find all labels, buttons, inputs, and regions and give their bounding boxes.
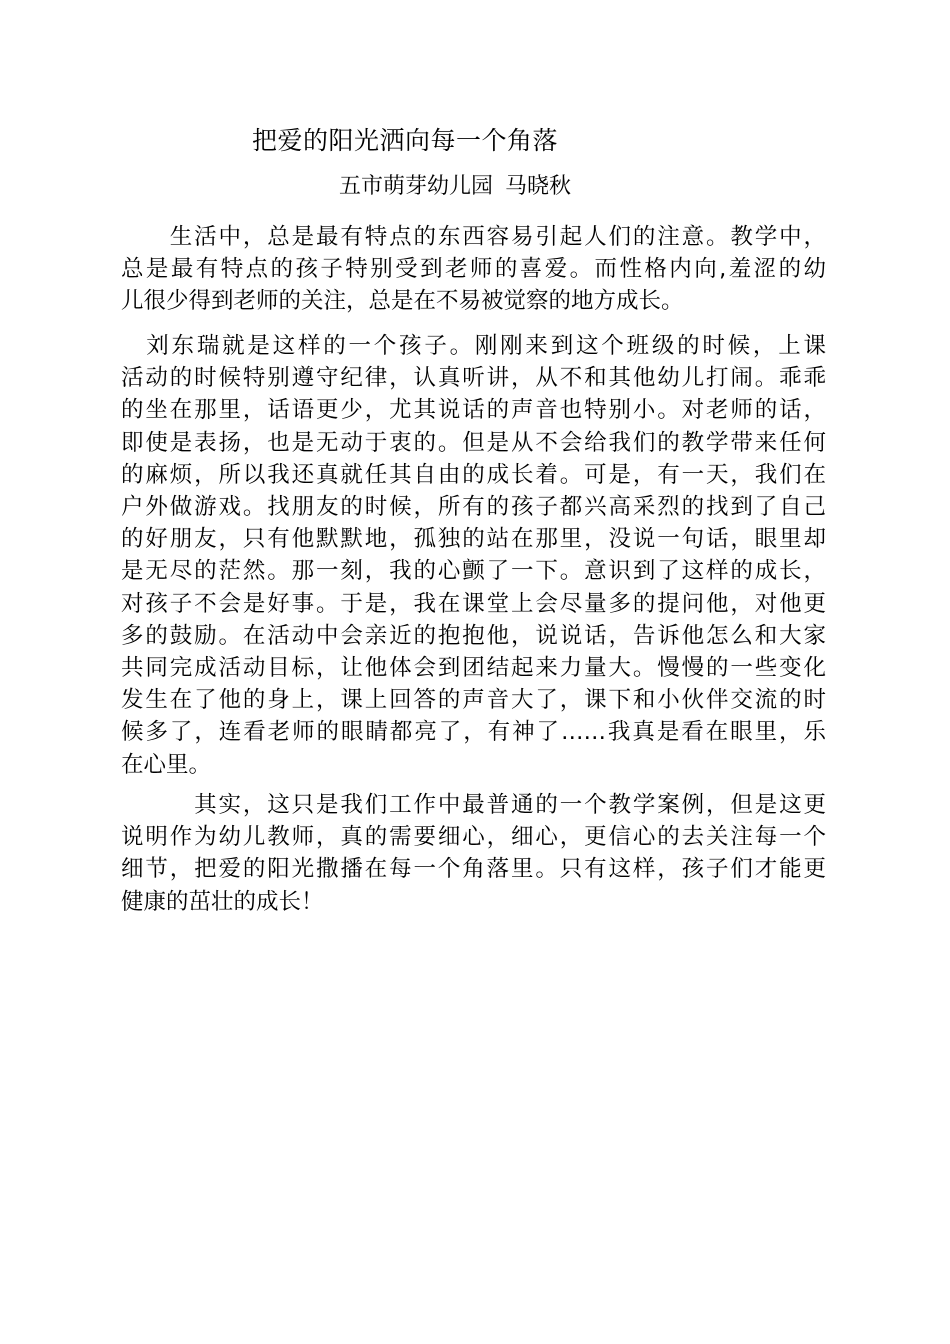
paragraph-line: 儿很少得到老师的关注，总是在不易被觉察的地方成长。 [121, 288, 684, 315]
paragraph-line: 的好朋友，只有他默默地，孤独的站在那里，没说一句话，眼里却 [121, 526, 826, 553]
paragraph-line: 细节，把爱的阳光撒播在每一个角落里。只有这样，孩子们才能更 [121, 856, 826, 883]
paragraph-line: 候多了，连看老师的眼睛都亮了，有神了……我真是看在眼里，乐 [121, 719, 826, 746]
paragraph-line: 总是最有特点的孩子特别受到老师的喜爱。而性格内向,羞涩的幼 [121, 256, 826, 283]
paragraph-line: 活动的时候特别遵守纪律，认真听讲，从不和其他幼儿打闹。乖乖 [121, 365, 826, 392]
author-organization: 五市萌芽幼儿园 [339, 174, 494, 199]
author-name: 马晓秋 [505, 174, 572, 199]
paragraph-line: 在心里。 [121, 751, 212, 778]
paragraph-line: 的麻烦，所以我还真就任其自由的成长着。可是，有一天，我们在 [121, 461, 826, 488]
paragraph-line: 多的鼓励。在活动中会亲近的抱抱他，说说话，告诉他怎么和大家 [121, 622, 826, 649]
paragraph-line: 生活中，总是最有特点的东西容易引起人们的注意。教学中， [121, 224, 826, 250]
paragraph-line: 刘东瑞就是这样的一个孩子。刚刚来到这个班级的时候，上课 [121, 333, 826, 359]
paragraph-line: 健康的茁壮的成长！ [121, 888, 324, 915]
author-line [339, 172, 571, 202]
paragraph-2 [121, 330, 826, 781]
paragraph-line: 即使是表扬，也是无动于衷的。但是从不会给我们的教学带来任何 [121, 429, 826, 456]
paragraph-3 [121, 789, 826, 918]
paragraph-line: 对孩子不会是好事。于是，我在课堂上会尽量多的提问他，对他更 [121, 590, 826, 617]
paragraph-line: 其实，这只是我们工作中最普通的一个教学案例，但是这更 [121, 792, 826, 818]
paragraph-line: 是无尽的茫然。那一刻，我的心颤了一下。意识到了这样的成长， [121, 558, 826, 585]
paragraph-line: 发生在了他的身上，课上回答的声音大了，课下和小伙伴交流的时 [121, 687, 826, 714]
paragraph-line: 说明作为幼儿教师，真的需要细心，细心，更信心的去关注每一个 [121, 824, 826, 851]
paragraph-line: 共同完成活动目标，让他体会到团结起来力量大。慢慢的一些变化 [121, 655, 826, 682]
paragraph-line: 户外做游戏。找朋友的时候，所有的孩子都兴高采烈的找到了自己 [121, 494, 826, 521]
document-title: 把爱的阳光洒向每一个角落 [252, 126, 559, 155]
paragraph-line: 的坐在那里，话语更少，尤其说话的声音也特别小。对老师的话， [121, 397, 826, 424]
paragraph-1 [121, 221, 826, 318]
